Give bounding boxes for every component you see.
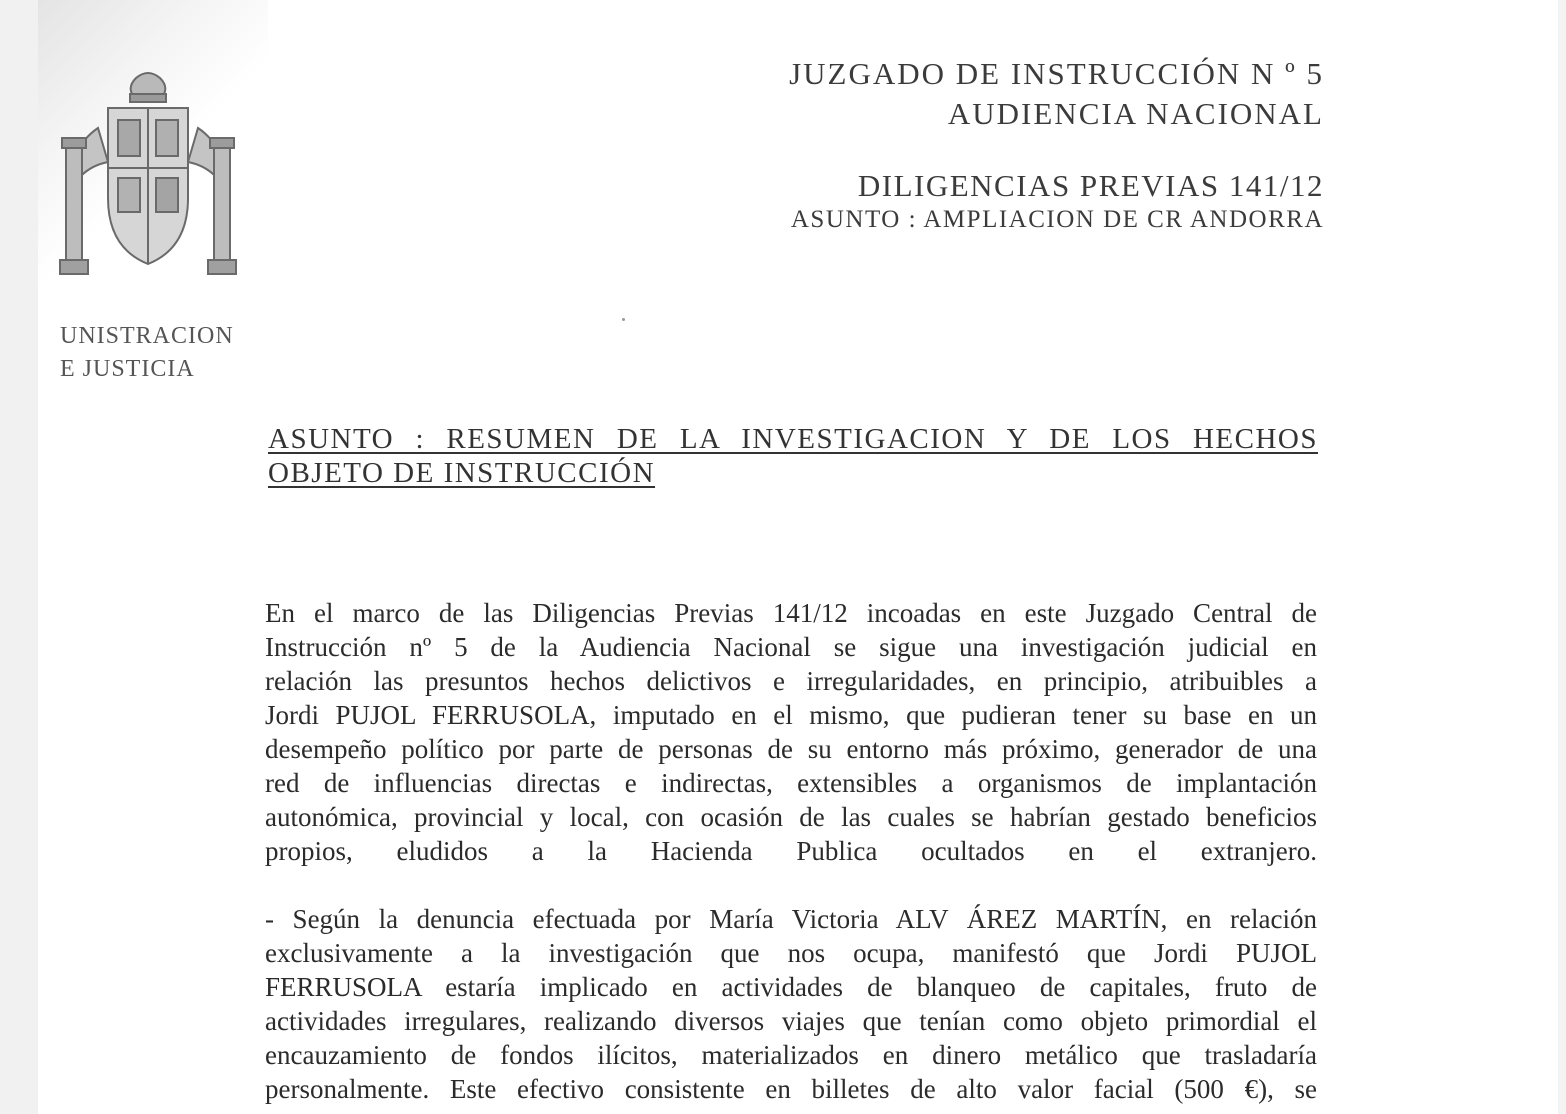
case-subject: ASUNTO : AMPLIACION DE CR ANDORRA (790, 206, 1324, 233)
paragraph2-line: FERRUSOLA estaría implicado en actividades de blanqueo de capitales, fruto de (265, 972, 1317, 1002)
coat-of-arms-emblem (58, 68, 238, 282)
scan-right-margin (1558, 0, 1566, 1114)
case-reference: DILIGENCIAS PREVIAS 141/12 (857, 168, 1324, 203)
paragraph2-line: personalmente. Este efectivo consistente en billetes de alto valor facial (500 €), se (265, 1074, 1317, 1104)
scan-left-margin (0, 0, 38, 1114)
paragraph1-line: Instrucción nº 5 de la Audiencia Nacional se sigue una investigación judicial en (265, 632, 1317, 662)
paragraph1-line: Jordi PUJOL FERRUSOLA, imputado en el mismo, que pudieran tener su base en un (265, 700, 1317, 730)
subject-title-line1: ASUNTO : RESUMEN DE LA INVESTIGACION Y DE LOS HECHOS (268, 423, 1318, 455)
subject-title-line2: OBJETO DE INSTRUCCIÓN (268, 457, 656, 489)
paragraph2-line: actividades irregulares, realizando diversos viajes que tenían como objeto primordial el (265, 1006, 1317, 1036)
court-name: JUZGADO DE INSTRUCCIÓN N º 5 (789, 56, 1324, 91)
paragraph2-line: encauzamiento de fondos ilícitos, materializados en dinero metálico que trasladaría (265, 1040, 1317, 1070)
paragraph1-line: En el marco de las Diligencias Previas 141/12 incoadas en este Juzgado Central de (265, 598, 1317, 628)
ministry-label-line2: E JUSTICIA (60, 356, 195, 382)
ministry-label-line1: UNISTRACION (60, 323, 234, 349)
paragraph2-line: - Según la denuncia efectuada por María Victoria ALV ÁREZ MARTÍN, en relación (265, 904, 1317, 934)
paragraph1-line: propios, eludidos a la Hacienda Publica ocultados en el extranjero. (265, 836, 1317, 866)
paragraph1-line: desempeño político por parte de personas de su entorno más próximo, generador de una (265, 734, 1317, 764)
paragraph2-line: exclusivamente a la investigación que nos ocupa, manifestó que Jordi PUJOL (265, 938, 1317, 968)
paragraph1-line: autonómica, provincial y local, con ocasión de las cuales se habrían gestado beneficios (265, 802, 1317, 832)
paragraph1-line: relación las presuntos hechos delictivos e irregularidades, en principio, atribuibles a (265, 666, 1317, 696)
scan-speck (622, 318, 625, 321)
audiencia-name: AUDIENCIA NACIONAL (947, 96, 1324, 131)
paragraph1-line: red de influencias directas e indirectas, extensibles a organismos de implantación (265, 768, 1317, 798)
